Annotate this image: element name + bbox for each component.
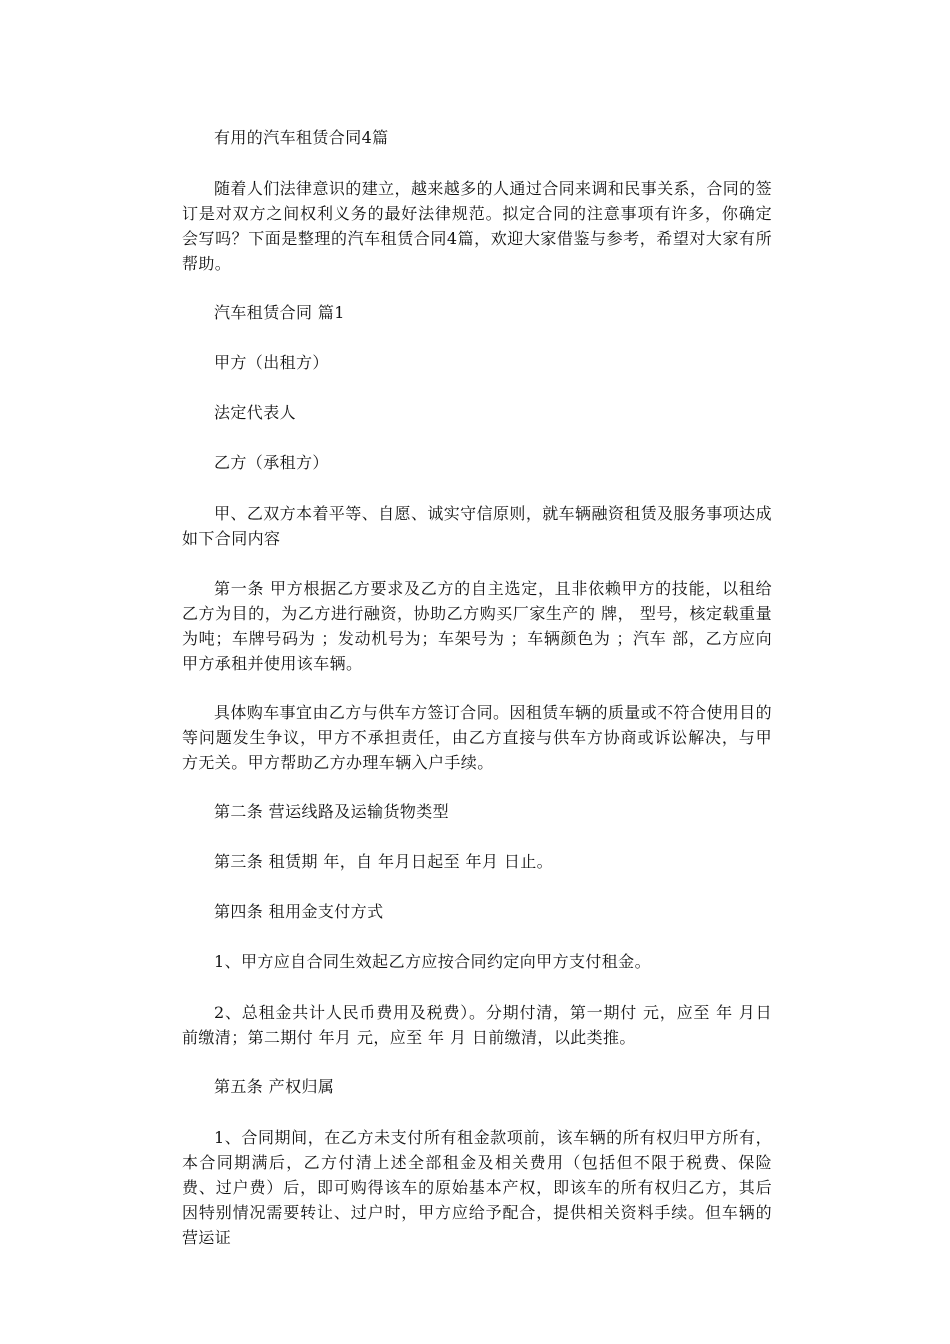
preamble-paragraph: 甲、乙双方本着平等、自愿、诚实守信原则，就车辆融资租赁及服务事项达成如下合同内容 — [182, 504, 772, 548]
intro-paragraph: 随着人们法律意识的建立，越来越多的人通过合同来调和民事关系，合同的签订是对双方之间权利义务的最好法律规范。拟定合同的注意事项有许多，你确定会写吗？下面是整理的汽车租赁合同4篇，欢迎大家借鉴与参考，希望对大家有所帮助。 — [182, 179, 772, 273]
article-1-paragraph: 第一条 甲方根据乙方要求及乙方的自主选定，且非依赖甲方的技能，以租给乙方为目的，为乙方进行融资，协助乙方购买厂家生产的 牌， 型号，核定载重量为吨；车牌号码为 ；发动机号为；车架号为 ；车辆颜色为 ；汽车 部，乙方应向甲方承租并使用该车辆。 — [182, 579, 772, 673]
article-3-paragraph: 第三条 租赁期 年，自 年月日起至 年月 日止。 — [214, 852, 554, 871]
document-title: 有用的汽车租赁合同4篇 — [214, 128, 389, 147]
article-4-item-2: 2、总租金共计人民币费用及税费）。分期付清，第一期付 元，应至 年 月日前缴清；第二期付 年月 元，应至 年 月 日前缴清，以此类推。 — [182, 1003, 772, 1047]
section-heading: 汽车租赁合同 篇1 — [214, 303, 345, 322]
legal-representative-label: 法定代表人 — [214, 403, 297, 422]
article-2-heading: 第二条 营运线路及运输货物类型 — [214, 802, 450, 821]
party-a-label: 甲方（出租方） — [214, 353, 329, 372]
article-5-item-1: 1、合同期间，在乙方未支付所有租金款项前，该车辆的所有权归甲方所有，本合同期满后，乙方付清上述全部租金及相关费用（包括但不限于税费、保险费、过户费）后，即可购得该车的原始基本产权，即该车的所有权归乙方，其后因特别情况需要转让、过户时，甲方应给予配合，提供相关资料手续。但车辆的营运证 — [182, 1128, 772, 1247]
party-b-label: 乙方（承租方） — [214, 453, 329, 472]
article-1-detail-paragraph: 具体购车事宜由乙方与供车方签订合同。因租赁车辆的质量或不符合使用目的等问题发生争议，甲方不承担责任，由乙方直接与供车方协商或诉讼解决，与甲方无关。甲方帮助乙方办理车辆入户手续。 — [182, 703, 772, 772]
article-5-heading: 第五条 产权归属 — [214, 1077, 335, 1096]
article-4-heading: 第四条 租用金支付方式 — [214, 902, 384, 921]
article-4-item-1: 1、甲方应自合同生效起乙方应按合同约定向甲方支付租金。 — [214, 952, 651, 971]
